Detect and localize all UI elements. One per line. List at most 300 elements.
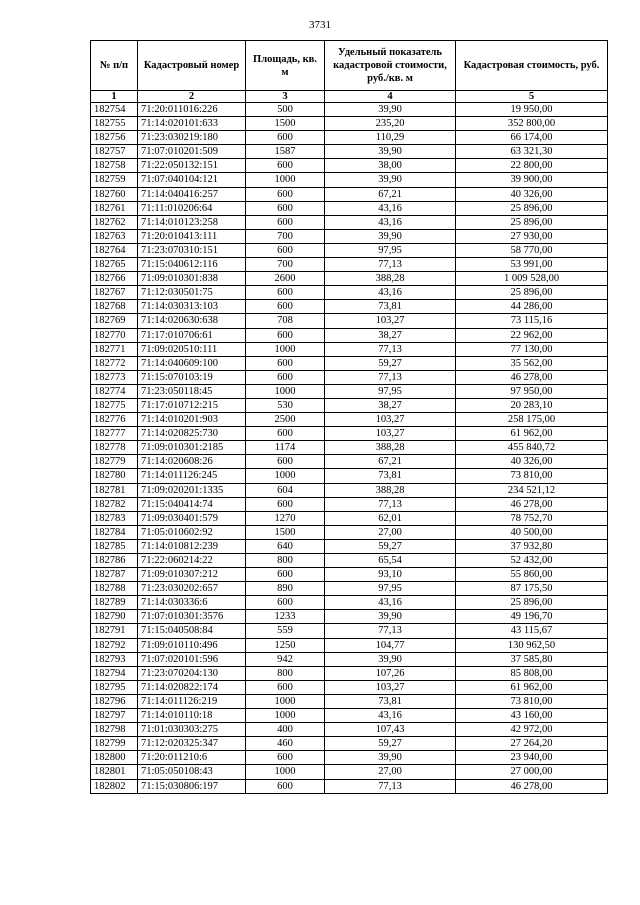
area: 600 xyxy=(246,159,325,173)
specific-value: 38,27 xyxy=(325,398,456,412)
cadastral-number: 71:09:030401:579 xyxy=(138,511,246,525)
specific-value: 73,81 xyxy=(325,694,456,708)
table-row xyxy=(91,596,608,610)
row-index: 182787 xyxy=(91,568,138,582)
cadastral-number: 71:14:011126:245 xyxy=(138,469,246,483)
row-index: 182772 xyxy=(91,356,138,370)
area: 600 xyxy=(246,370,325,384)
cadastral-number: 71:07:010301:3576 xyxy=(138,610,246,624)
specific-value: 103,27 xyxy=(325,427,456,441)
specific-value: 59,27 xyxy=(325,539,456,553)
cadastral-number: 71:17:010706:61 xyxy=(138,328,246,342)
cadastral-value: 66 174,00 xyxy=(456,131,608,145)
cadastral-number: 71:23:070310:151 xyxy=(138,243,246,257)
area: 1270 xyxy=(246,511,325,525)
table-row xyxy=(91,525,608,539)
specific-value: 93,10 xyxy=(325,568,456,582)
specific-value: 43,16 xyxy=(325,201,456,215)
cadastral-value: 77 130,00 xyxy=(456,342,608,356)
cadastral-value: 43 160,00 xyxy=(456,709,608,723)
specific-value: 235,20 xyxy=(325,117,456,131)
cadastral-value: 20 283,10 xyxy=(456,398,608,412)
area: 604 xyxy=(246,483,325,497)
cadastral-value: 27 000,00 xyxy=(456,765,608,779)
row-index: 182785 xyxy=(91,539,138,553)
row-index: 182757 xyxy=(91,145,138,159)
row-index: 182775 xyxy=(91,398,138,412)
area: 600 xyxy=(246,596,325,610)
specific-value: 59,27 xyxy=(325,737,456,751)
specific-value: 62,01 xyxy=(325,511,456,525)
column-number-row xyxy=(91,91,608,103)
row-index: 182797 xyxy=(91,709,138,723)
specific-value: 27,00 xyxy=(325,525,456,539)
row-index: 182762 xyxy=(91,215,138,229)
row-index: 182781 xyxy=(91,483,138,497)
table-row xyxy=(91,314,608,328)
table-row xyxy=(91,187,608,201)
header-specific-value: Удельный показатель кадастровой стоимости, руб./кв. м xyxy=(325,41,456,91)
area: 700 xyxy=(246,229,325,243)
cadastral-value: 87 175,50 xyxy=(456,582,608,596)
table-row xyxy=(91,751,608,765)
table-row xyxy=(91,779,608,793)
row-index: 182770 xyxy=(91,328,138,342)
cadastral-value: 97 950,00 xyxy=(456,384,608,398)
cadastral-value: 25 896,00 xyxy=(456,596,608,610)
table-row xyxy=(91,370,608,384)
row-index: 182768 xyxy=(91,300,138,314)
row-index: 182754 xyxy=(91,103,138,117)
cadastral-value: 27 930,00 xyxy=(456,229,608,243)
area: 600 xyxy=(246,427,325,441)
row-index: 182790 xyxy=(91,610,138,624)
specific-value: 39,90 xyxy=(325,229,456,243)
specific-value: 43,16 xyxy=(325,596,456,610)
row-index: 182784 xyxy=(91,525,138,539)
cadastral-value: 39 900,00 xyxy=(456,173,608,187)
specific-value: 39,90 xyxy=(325,751,456,765)
specific-value: 97,95 xyxy=(325,384,456,398)
table-row xyxy=(91,694,608,708)
cadastral-number: 71:23:030219:180 xyxy=(138,131,246,145)
cadastral-number: 71:09:020201:1335 xyxy=(138,483,246,497)
cadastral-value: 49 196,70 xyxy=(456,610,608,624)
row-index: 182756 xyxy=(91,131,138,145)
row-index: 182795 xyxy=(91,680,138,694)
specific-value: 388,28 xyxy=(325,441,456,455)
table-row xyxy=(91,427,608,441)
area: 1000 xyxy=(246,709,325,723)
cadastral-value: 43 115,67 xyxy=(456,624,608,638)
table-row xyxy=(91,356,608,370)
specific-value: 77,13 xyxy=(325,370,456,384)
table-row xyxy=(91,258,608,272)
cadastral-number: 71:14:020822:174 xyxy=(138,680,246,694)
row-index: 182759 xyxy=(91,173,138,187)
cadastral-value: 22 800,00 xyxy=(456,159,608,173)
row-index: 182778 xyxy=(91,441,138,455)
specific-value: 103,27 xyxy=(325,314,456,328)
area: 600 xyxy=(246,187,325,201)
table-row xyxy=(91,511,608,525)
cadastral-value: 44 286,00 xyxy=(456,300,608,314)
cadastral-number: 71:09:010301:838 xyxy=(138,272,246,286)
area: 600 xyxy=(246,680,325,694)
cadastral-number: 71:14:030336:6 xyxy=(138,596,246,610)
specific-value: 39,90 xyxy=(325,173,456,187)
row-index: 182776 xyxy=(91,413,138,427)
cadastral-value: 234 521,12 xyxy=(456,483,608,497)
specific-value: 77,13 xyxy=(325,497,456,511)
specific-value: 67,21 xyxy=(325,455,456,469)
cadastral-value: 55 860,00 xyxy=(456,568,608,582)
area: 2600 xyxy=(246,272,325,286)
row-index: 182798 xyxy=(91,723,138,737)
cadastral-value: 1 009 528,00 xyxy=(456,272,608,286)
table-row xyxy=(91,131,608,145)
table-row xyxy=(91,765,608,779)
table-row xyxy=(91,145,608,159)
specific-value: 97,95 xyxy=(325,243,456,257)
cadastral-value: 40 326,00 xyxy=(456,455,608,469)
specific-value: 59,27 xyxy=(325,356,456,370)
row-index: 182774 xyxy=(91,384,138,398)
cadastral-number: 71:23:070204:130 xyxy=(138,666,246,680)
cadastral-value: 46 278,00 xyxy=(456,370,608,384)
row-index: 182761 xyxy=(91,201,138,215)
area: 800 xyxy=(246,554,325,568)
area: 460 xyxy=(246,737,325,751)
table-row xyxy=(91,455,608,469)
area: 600 xyxy=(246,300,325,314)
cadastral-value: 61 962,00 xyxy=(456,427,608,441)
cadastral-number: 71:14:010110:18 xyxy=(138,709,246,723)
specific-value: 43,16 xyxy=(325,709,456,723)
column-number: 5 xyxy=(456,91,608,103)
table-row xyxy=(91,286,608,300)
table-row xyxy=(91,328,608,342)
specific-value: 43,16 xyxy=(325,286,456,300)
row-index: 182802 xyxy=(91,779,138,793)
cadastral-value: 455 840,72 xyxy=(456,441,608,455)
cadastral-number: 71:11:010206:64 xyxy=(138,201,246,215)
specific-value: 39,90 xyxy=(325,103,456,117)
row-index: 182788 xyxy=(91,582,138,596)
area: 890 xyxy=(246,582,325,596)
specific-value: 388,28 xyxy=(325,272,456,286)
cadastral-number: 71:14:020608:26 xyxy=(138,455,246,469)
cadastral-number: 71:14:040416:257 xyxy=(138,187,246,201)
row-index: 182764 xyxy=(91,243,138,257)
area: 400 xyxy=(246,723,325,737)
specific-value: 77,13 xyxy=(325,258,456,272)
header-index: № п/п xyxy=(91,41,138,91)
table-row xyxy=(91,709,608,723)
area: 1000 xyxy=(246,342,325,356)
specific-value: 97,95 xyxy=(325,582,456,596)
table-row xyxy=(91,666,608,680)
cadastral-value: 35 562,00 xyxy=(456,356,608,370)
cadastral-value: 46 278,00 xyxy=(456,497,608,511)
area: 600 xyxy=(246,215,325,229)
page-number: 3731 xyxy=(309,19,331,31)
cadastral-number: 71:07:040104:121 xyxy=(138,173,246,187)
table-row xyxy=(91,737,608,751)
table-row xyxy=(91,624,608,638)
area: 1000 xyxy=(246,173,325,187)
row-index: 182786 xyxy=(91,554,138,568)
cadastral-number: 71:09:020510:111 xyxy=(138,342,246,356)
area: 600 xyxy=(246,201,325,215)
cadastral-number: 71:12:020325:347 xyxy=(138,737,246,751)
specific-value: 65,54 xyxy=(325,554,456,568)
specific-value: 73,81 xyxy=(325,469,456,483)
table-row xyxy=(91,300,608,314)
cadastral-value: 73 810,00 xyxy=(456,469,608,483)
cadastral-number: 71:14:020630:638 xyxy=(138,314,246,328)
cadastral-value: 40 500,00 xyxy=(456,525,608,539)
row-index: 182780 xyxy=(91,469,138,483)
table-row xyxy=(91,272,608,286)
cadastral-number: 71:15:040414:74 xyxy=(138,497,246,511)
cadastral-number: 71:15:040508:84 xyxy=(138,624,246,638)
cadastral-number: 71:05:010602:92 xyxy=(138,525,246,539)
cadastral-number: 71:15:040612:116 xyxy=(138,258,246,272)
specific-value: 103,27 xyxy=(325,680,456,694)
table-row xyxy=(91,243,608,257)
cadastral-value: 52 432,00 xyxy=(456,554,608,568)
cadastral-value: 46 278,00 xyxy=(456,779,608,793)
area: 700 xyxy=(246,258,325,272)
area: 1500 xyxy=(246,117,325,131)
specific-value: 388,28 xyxy=(325,483,456,497)
row-index: 182769 xyxy=(91,314,138,328)
row-index: 182777 xyxy=(91,427,138,441)
table-row xyxy=(91,117,608,131)
specific-value: 104,77 xyxy=(325,638,456,652)
area: 1233 xyxy=(246,610,325,624)
cadastral-value: 37 585,80 xyxy=(456,652,608,666)
table-row xyxy=(91,582,608,596)
header-area: Площадь, кв. м xyxy=(246,41,325,91)
row-index: 182801 xyxy=(91,765,138,779)
cadastral-number: 71:12:030501:75 xyxy=(138,286,246,300)
row-index: 182796 xyxy=(91,694,138,708)
table-row xyxy=(91,638,608,652)
cadastral-value: 63 321,30 xyxy=(456,145,608,159)
cadastral-number: 71:01:030303:275 xyxy=(138,723,246,737)
area: 2500 xyxy=(246,413,325,427)
row-index: 182794 xyxy=(91,666,138,680)
table-row xyxy=(91,215,608,229)
cadastral-number: 71:09:010110:496 xyxy=(138,638,246,652)
cadastral-number: 71:14:020101:633 xyxy=(138,117,246,131)
row-index: 182783 xyxy=(91,511,138,525)
specific-value: 67,21 xyxy=(325,187,456,201)
cadastral-value: 61 962,00 xyxy=(456,680,608,694)
table-body xyxy=(91,103,608,794)
column-number: 4 xyxy=(325,91,456,103)
specific-value: 38,00 xyxy=(325,159,456,173)
cadastral-number: 71:14:010123:258 xyxy=(138,215,246,229)
cadastral-value: 23 940,00 xyxy=(456,751,608,765)
area: 600 xyxy=(246,568,325,582)
cadastral-value: 40 326,00 xyxy=(456,187,608,201)
area: 600 xyxy=(246,455,325,469)
row-index: 182763 xyxy=(91,229,138,243)
row-index: 182792 xyxy=(91,638,138,652)
area: 600 xyxy=(246,751,325,765)
area: 1000 xyxy=(246,469,325,483)
header-cadastral-number: Кадастровый номер xyxy=(138,41,246,91)
specific-value: 77,13 xyxy=(325,342,456,356)
area: 600 xyxy=(246,131,325,145)
row-index: 182799 xyxy=(91,737,138,751)
specific-value: 38,27 xyxy=(325,328,456,342)
header-row xyxy=(91,41,608,91)
cadastral-value: 78 752,70 xyxy=(456,511,608,525)
specific-value: 39,90 xyxy=(325,145,456,159)
area: 1174 xyxy=(246,441,325,455)
row-index: 182765 xyxy=(91,258,138,272)
cadastral-value: 85 808,00 xyxy=(456,666,608,680)
cadastral-number: 71:20:010413:111 xyxy=(138,229,246,243)
cadastral-value: 130 962,50 xyxy=(456,638,608,652)
column-number: 1 xyxy=(91,91,138,103)
area: 600 xyxy=(246,779,325,793)
table-row xyxy=(91,610,608,624)
cadastral-value: 25 896,00 xyxy=(456,286,608,300)
specific-value: 77,13 xyxy=(325,624,456,638)
area: 500 xyxy=(246,103,325,117)
cadastral-value: 73 115,16 xyxy=(456,314,608,328)
cadastral-number: 71:14:011126:219 xyxy=(138,694,246,708)
table-row xyxy=(91,173,608,187)
cadastral-number: 71:14:010812:239 xyxy=(138,539,246,553)
header-cadastral-value: Кадастровая стоимость, руб. xyxy=(456,41,608,91)
area: 640 xyxy=(246,539,325,553)
cadastral-value: 58 770,00 xyxy=(456,243,608,257)
table-row xyxy=(91,554,608,568)
cadastral-value: 25 896,00 xyxy=(456,215,608,229)
cadastral-number: 71:09:010307:212 xyxy=(138,568,246,582)
cadastral-number: 71:22:060214:22 xyxy=(138,554,246,568)
row-index: 182766 xyxy=(91,272,138,286)
cadastral-number: 71:14:030313:103 xyxy=(138,300,246,314)
table-row xyxy=(91,229,608,243)
table-row xyxy=(91,384,608,398)
table-row xyxy=(91,441,608,455)
area: 708 xyxy=(246,314,325,328)
row-index: 182782 xyxy=(91,497,138,511)
area: 559 xyxy=(246,624,325,638)
cadastral-value: 22 962,00 xyxy=(456,328,608,342)
table-row xyxy=(91,568,608,582)
specific-value: 39,90 xyxy=(325,652,456,666)
cadastral-value: 352 800,00 xyxy=(456,117,608,131)
table-row xyxy=(91,413,608,427)
cadastral-number: 71:23:050118:45 xyxy=(138,384,246,398)
specific-value: 27,00 xyxy=(325,765,456,779)
table-row xyxy=(91,398,608,412)
row-index: 182767 xyxy=(91,286,138,300)
row-index: 182773 xyxy=(91,370,138,384)
table-row xyxy=(91,201,608,215)
specific-value: 107,43 xyxy=(325,723,456,737)
cadastral-value: 25 896,00 xyxy=(456,201,608,215)
row-index: 182800 xyxy=(91,751,138,765)
table-row xyxy=(91,539,608,553)
cadastral-value: 53 991,00 xyxy=(456,258,608,272)
cadastral-number: 71:23:030202:657 xyxy=(138,582,246,596)
table-row xyxy=(91,652,608,666)
cadastral-number: 71:20:011016:226 xyxy=(138,103,246,117)
row-index: 182791 xyxy=(91,624,138,638)
area: 1250 xyxy=(246,638,325,652)
cadastral-value: 258 175,00 xyxy=(456,413,608,427)
table-row xyxy=(91,483,608,497)
area: 1587 xyxy=(246,145,325,159)
cadastral-number: 71:14:010201:903 xyxy=(138,413,246,427)
table-row xyxy=(91,723,608,737)
row-index: 182779 xyxy=(91,455,138,469)
table-row xyxy=(91,680,608,694)
cadastral-value-table xyxy=(90,40,608,794)
area: 1000 xyxy=(246,694,325,708)
cadastral-number: 71:15:070103:19 xyxy=(138,370,246,384)
table-row xyxy=(91,469,608,483)
area: 600 xyxy=(246,356,325,370)
cadastral-number: 71:22:050132:151 xyxy=(138,159,246,173)
area: 1500 xyxy=(246,525,325,539)
area: 800 xyxy=(246,666,325,680)
cadastral-number: 71:15:030806:197 xyxy=(138,779,246,793)
table-row xyxy=(91,103,608,117)
cadastral-value: 73 810,00 xyxy=(456,694,608,708)
area: 1000 xyxy=(246,765,325,779)
row-index: 182760 xyxy=(91,187,138,201)
row-index: 182758 xyxy=(91,159,138,173)
cadastral-value: 19 950,00 xyxy=(456,103,608,117)
specific-value: 39,90 xyxy=(325,610,456,624)
area: 942 xyxy=(246,652,325,666)
area: 530 xyxy=(246,398,325,412)
column-number: 2 xyxy=(138,91,246,103)
row-index: 182793 xyxy=(91,652,138,666)
specific-value: 43,16 xyxy=(325,215,456,229)
cadastral-number: 71:07:020101:596 xyxy=(138,652,246,666)
specific-value: 103,27 xyxy=(325,413,456,427)
row-index: 182755 xyxy=(91,117,138,131)
cadastral-number: 71:17:010712:215 xyxy=(138,398,246,412)
cadastral-value: 37 932,80 xyxy=(456,539,608,553)
cadastral-number: 71:14:040609:100 xyxy=(138,356,246,370)
cadastral-number: 71:07:010201:509 xyxy=(138,145,246,159)
cadastral-number: 71:05:050108:43 xyxy=(138,765,246,779)
area: 600 xyxy=(246,286,325,300)
cadastral-number: 71:09:010301:2185 xyxy=(138,441,246,455)
row-index: 182789 xyxy=(91,596,138,610)
specific-value: 110,29 xyxy=(325,131,456,145)
area: 600 xyxy=(246,243,325,257)
cadastral-number: 71:14:020825:730 xyxy=(138,427,246,441)
specific-value: 77,13 xyxy=(325,779,456,793)
cadastral-value: 42 972,00 xyxy=(456,723,608,737)
area: 600 xyxy=(246,328,325,342)
row-index: 182771 xyxy=(91,342,138,356)
table-row xyxy=(91,342,608,356)
